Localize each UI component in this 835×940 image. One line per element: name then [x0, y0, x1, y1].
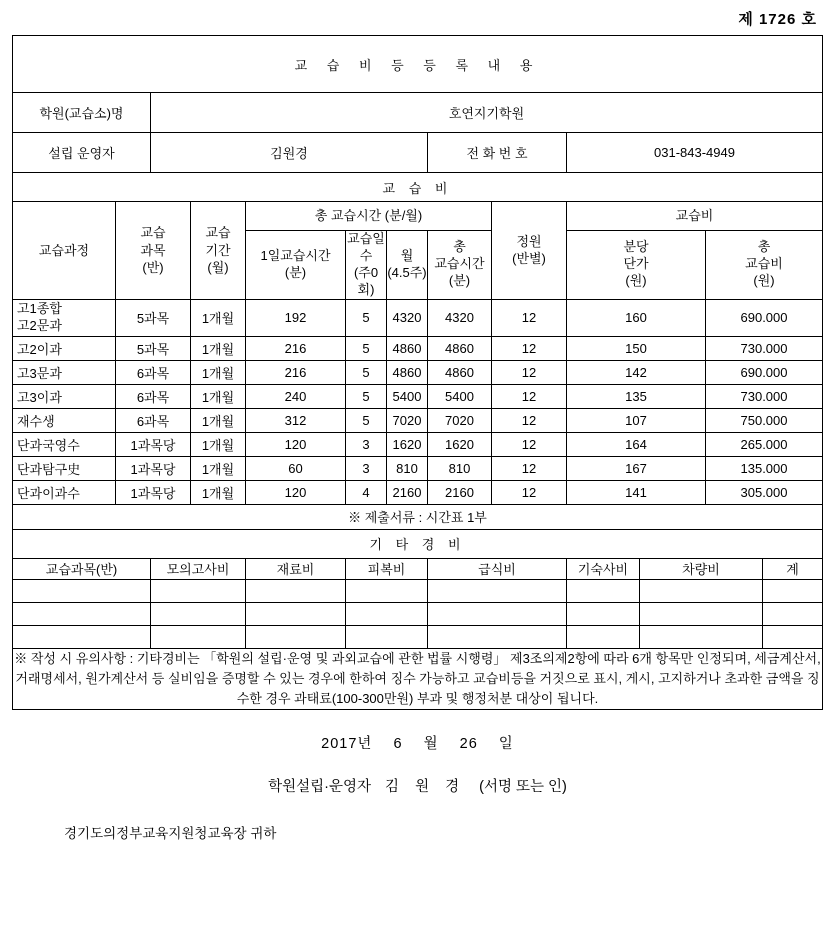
cell-subject: 1과목당 — [116, 432, 191, 456]
other-cell-dorm — [567, 579, 640, 602]
cell-unit: 142 — [567, 360, 706, 384]
other-cell-total — [763, 602, 823, 625]
founder-label: 설립 운영자 — [13, 133, 151, 173]
cell-sum: 690.000 — [706, 360, 823, 384]
cell-unit: 135 — [567, 384, 706, 408]
cell-unit: 150 — [567, 336, 706, 360]
other-costs-row — [13, 602, 823, 625]
submission-note: ※ 제출서류 : 시간표 1부 — [13, 504, 823, 529]
other-cell-dorm — [567, 602, 640, 625]
header-unit-price — [567, 231, 706, 300]
header-month — [387, 231, 428, 300]
cell-total: 4860 — [428, 360, 492, 384]
other-cell-mock-exam — [151, 625, 246, 648]
cell-sum: 135.000 — [706, 456, 823, 480]
cell-month: 4860 — [387, 336, 428, 360]
cell-period: 1개월 — [191, 432, 246, 456]
cell-sum: 750.000 — [706, 408, 823, 432]
cell-month: 5400 — [387, 384, 428, 408]
cell-total: 810 — [428, 456, 492, 480]
header-sum-line3: (원) — [753, 273, 775, 289]
other-costs-row — [13, 579, 823, 602]
cell-month: 7020 — [387, 408, 428, 432]
cell-period: 1개월 — [191, 408, 246, 432]
cell-daily: 60 — [246, 456, 346, 480]
header-total-line2: 교습시간(분) — [434, 256, 485, 289]
table-row — [13, 384, 823, 408]
other-cell-mock-exam — [151, 579, 246, 602]
other-cell-mock-exam — [151, 602, 246, 625]
cell-course: 단과이과수 — [13, 480, 116, 504]
cell-total: 4860 — [428, 336, 492, 360]
table-row — [13, 432, 823, 456]
cell-capacity: 12 — [492, 384, 567, 408]
cell-period: 1개월 — [191, 384, 246, 408]
cell-days: 5 — [346, 299, 387, 336]
header-daily-line1: 1일교습시간 — [260, 247, 331, 263]
header-unit-line2: 단가 — [623, 256, 649, 272]
table-row — [13, 299, 823, 336]
cell-month: 810 — [387, 456, 428, 480]
header-daily-line2: (분) — [284, 264, 307, 280]
cell-daily: 120 — [246, 432, 346, 456]
signature-role: 학원설립·운영자 — [268, 778, 371, 795]
other-cell-vehicle — [640, 625, 763, 648]
header-subject — [116, 202, 191, 300]
cell-period: 1개월 — [191, 299, 246, 336]
cell-capacity: 12 — [492, 360, 567, 384]
founder-value: 김원경 — [151, 133, 428, 173]
cell-subject: 1과목당 — [116, 480, 191, 504]
header-subject-line3: (반) — [142, 260, 164, 276]
other-cell-meals — [428, 579, 567, 602]
other-cell-subject — [13, 602, 151, 625]
header-days-line1: 교습일수 — [347, 231, 385, 263]
cell-month: 4320 — [387, 299, 428, 336]
other-header-mock-exam: 모의고사비 — [151, 558, 246, 579]
cell-total: 1620 — [428, 432, 492, 456]
cell-subject: 5과목 — [116, 336, 191, 360]
fee-section-heading: 교 습 비 — [13, 173, 823, 202]
cell-capacity: 12 — [492, 456, 567, 480]
table-row — [13, 408, 823, 432]
other-header-dorm: 기숙사비 — [567, 558, 640, 579]
cell-days: 4 — [346, 480, 387, 504]
cell-subject: 6과목 — [116, 384, 191, 408]
cell-capacity: 12 — [492, 408, 567, 432]
other-cell-vehicle — [640, 579, 763, 602]
header-capacity-line2: (반별) — [512, 251, 546, 267]
phone-value: 031-843-4949 — [567, 133, 823, 173]
document-title: 교 습 비 등 등 록 내 용 — [13, 36, 823, 93]
header-period — [191, 202, 246, 300]
cell-course: 단과탐구史 — [13, 456, 116, 480]
academy-name-label: 학원(교습소)명 — [13, 93, 151, 133]
other-cell-meals — [428, 625, 567, 648]
cell-course: 단과국영수 — [13, 432, 116, 456]
header-subject-line2: 과목 — [140, 242, 166, 258]
cell-month: 1620 — [387, 432, 428, 456]
other-header-vehicle: 차량비 — [640, 558, 763, 579]
other-header-materials: 재료비 — [246, 558, 346, 579]
cell-sum: 265.000 — [706, 432, 823, 456]
other-cell-vehicle — [640, 602, 763, 625]
header-total-fee — [706, 231, 823, 300]
cell-days: 5 — [346, 336, 387, 360]
header-period-line3: (월) — [207, 260, 229, 276]
other-cell-total — [763, 625, 823, 648]
academy-name-value: 호연지기학원 — [151, 93, 823, 133]
cell-daily: 192 — [246, 299, 346, 336]
cell-period: 1개월 — [191, 360, 246, 384]
cell-unit: 160 — [567, 299, 706, 336]
cell-daily: 312 — [246, 408, 346, 432]
other-cell-clothing — [346, 602, 428, 625]
table-row — [13, 336, 823, 360]
document-number: 제 1726 호 — [738, 11, 817, 28]
header-total-minutes — [428, 231, 492, 300]
cell-unit: 107 — [567, 408, 706, 432]
registration-form-table — [12, 35, 823, 710]
header-unit-line3: (원) — [625, 273, 647, 289]
other-cell-total — [763, 579, 823, 602]
header-capacity-line1: 정원 — [516, 233, 542, 249]
date-month-number: 6 — [393, 735, 403, 752]
other-cell-dorm — [567, 625, 640, 648]
cell-days: 5 — [346, 360, 387, 384]
header-unit-line1: 분당 — [623, 239, 649, 255]
header-capacity — [492, 202, 567, 300]
cell-total: 5400 — [428, 384, 492, 408]
cell-period: 1개월 — [191, 480, 246, 504]
cell-daily: 216 — [246, 360, 346, 384]
other-cell-clothing — [346, 579, 428, 602]
cell-unit: 141 — [567, 480, 706, 504]
header-period-line2: 기간 — [205, 242, 231, 258]
cell-period: 1개월 — [191, 456, 246, 480]
other-header-clothing: 피복비 — [346, 558, 428, 579]
other-cell-subject — [13, 625, 151, 648]
cell-subject: 1과목당 — [116, 456, 191, 480]
header-month-line1: 월 — [400, 247, 414, 263]
cell-total: 2160 — [428, 480, 492, 504]
other-cell-subject — [13, 579, 151, 602]
date-day-label: 일 — [498, 735, 514, 752]
other-cell-meals — [428, 602, 567, 625]
cell-subject: 5과목 — [116, 299, 191, 336]
cell-subject: 6과목 — [116, 360, 191, 384]
recipient-line: 경기도의정부교육지원청교육장 귀하 — [64, 825, 277, 841]
table-row — [13, 480, 823, 504]
signature-name: 김 원 경 — [385, 778, 466, 795]
table-row — [13, 456, 823, 480]
header-fee: 교습비 — [567, 202, 823, 231]
header-sum-line2: 교습비 — [745, 256, 783, 272]
header-period-line1: 교습 — [205, 224, 231, 240]
cell-unit: 164 — [567, 432, 706, 456]
table-row — [13, 360, 823, 384]
cell-capacity: 12 — [492, 299, 567, 336]
header-month-line2: (4.5주) — [387, 264, 427, 280]
cell-days: 5 — [346, 384, 387, 408]
cell-sum: 730.000 — [706, 384, 823, 408]
cell-days: 5 — [346, 408, 387, 432]
header-total-line1: 총 — [453, 239, 466, 255]
cell-days: 3 — [346, 456, 387, 480]
other-header-subject: 교습과목(반) — [13, 558, 151, 579]
phone-label: 전 화 번 호 — [428, 133, 567, 173]
cell-course — [13, 299, 116, 336]
header-subject-line1: 교습 — [140, 224, 166, 240]
other-cell-clothing — [346, 625, 428, 648]
cell-unit: 167 — [567, 456, 706, 480]
cell-month: 4860 — [387, 360, 428, 384]
course-line1: 고1종합 — [17, 301, 62, 317]
header-course: 교습과정 — [13, 202, 116, 300]
other-header-meals: 급식비 — [428, 558, 567, 579]
date-year: 2017년 — [321, 735, 373, 752]
other-cell-materials — [246, 625, 346, 648]
cell-course: 재수생 — [13, 408, 116, 432]
cell-month: 2160 — [387, 480, 428, 504]
cell-sum: 730.000 — [706, 336, 823, 360]
cell-daily: 120 — [246, 480, 346, 504]
signature-suffix: (서명 또는 인) — [479, 778, 567, 795]
date-month-label: 월 — [423, 735, 439, 752]
other-costs-heading: 기 타 경 비 — [13, 529, 823, 558]
date-day-number: 26 — [459, 735, 478, 752]
cell-period: 1개월 — [191, 336, 246, 360]
signature-line — [12, 753, 823, 796]
date-line — [12, 710, 823, 753]
cell-sum: 690.000 — [706, 299, 823, 336]
header-total-time: 총 교습시간 (분/월) — [246, 202, 492, 231]
course-line2: 고2문과 — [17, 317, 62, 333]
other-cell-materials — [246, 579, 346, 602]
cell-capacity: 12 — [492, 480, 567, 504]
cell-course: 고2이과 — [13, 336, 116, 360]
cell-total: 7020 — [428, 408, 492, 432]
warning-text: ※ 작성 시 유의사항 : 기타경비는 「학원의 설립·운영 및 과외교습에 관한 법률 시행령」 제3조의제2항에 따라 6개 항목만 인정되며, 세금계산서, 거래명세서, 원가계산서 등 실비임을 증명할 수 있는 경우에 한하여 징수 가능하고 교습비등을 거짓으로 표시, 게시, 고지하거나 초과한 금액을 징수한 경우 과태료(100-300만원) 부과 및 행정처분 대상이 됩니다. — [13, 648, 823, 709]
cell-course: 고3이과 — [13, 384, 116, 408]
cell-capacity: 12 — [492, 432, 567, 456]
other-header-total: 계 — [763, 558, 823, 579]
cell-daily: 240 — [246, 384, 346, 408]
other-cell-materials — [246, 602, 346, 625]
cell-subject: 6과목 — [116, 408, 191, 432]
cell-capacity: 12 — [492, 336, 567, 360]
cell-days: 3 — [346, 432, 387, 456]
other-costs-row — [13, 625, 823, 648]
cell-total: 4320 — [428, 299, 492, 336]
header-days-line2: (주0회) — [353, 264, 379, 297]
cell-daily: 216 — [246, 336, 346, 360]
cell-sum: 305.000 — [706, 480, 823, 504]
header-daily-time — [246, 231, 346, 300]
cell-course: 고3문과 — [13, 360, 116, 384]
header-days — [346, 231, 387, 300]
header-sum-line1: 총 — [757, 239, 771, 255]
